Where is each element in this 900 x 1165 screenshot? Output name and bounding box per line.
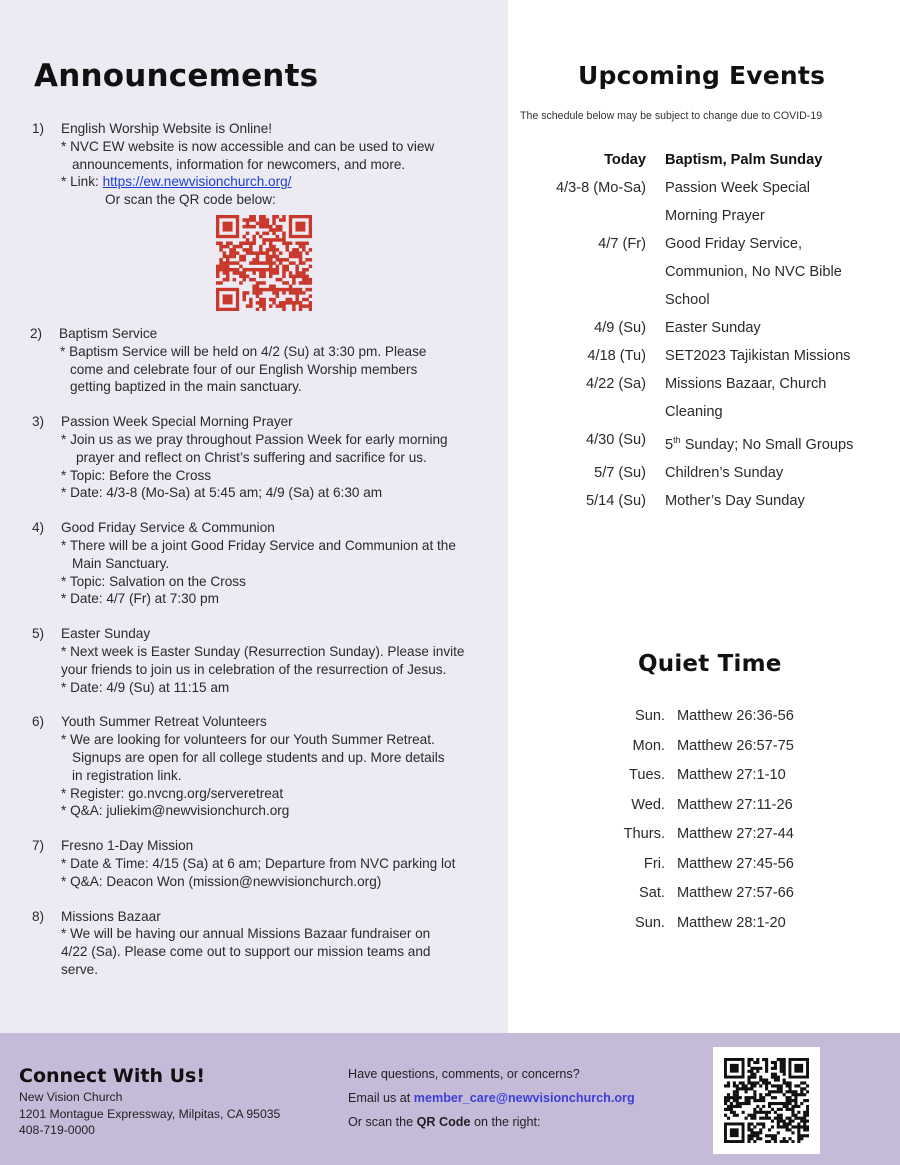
item-line: * Baptism Service will be held on 4/2 (Su) at 3:30 pm. Please xyxy=(60,343,427,359)
item-line: * We will be having our annual Missions Bazaar fundraiser on xyxy=(61,926,431,942)
event-row xyxy=(520,146,892,174)
event-row xyxy=(520,174,892,230)
item-line: 4/22 (Sa). Please come out to support our mission teams and xyxy=(61,944,431,960)
scan-suffix: on the right: xyxy=(470,1115,541,1129)
event-row xyxy=(520,314,892,342)
quiet-time-title: Quiet Time xyxy=(638,651,782,677)
announcement-item-5 xyxy=(32,625,504,696)
qr-finder-pattern xyxy=(290,217,310,237)
item-line: * Q&A: juliekim@newvisionchurch.org xyxy=(61,803,290,819)
events-table xyxy=(520,146,892,515)
item-line: * Q&A: Deacon Won (mission@newvisionchurch.org) xyxy=(61,873,382,889)
email-line xyxy=(348,1086,635,1110)
item-line: * Topic: Salvation on the Cross xyxy=(61,573,246,589)
questions-text: Have questions, comments, or concerns? xyxy=(348,1067,580,1081)
item-line: * Date: 4/7 (Fr) at 7:30 pm xyxy=(61,591,219,607)
item-line: * Join us as we pray throughout Passion Week for early morning xyxy=(61,431,448,447)
qt-day: Mon. xyxy=(632,737,665,754)
item-line: getting baptized in the main sanctuary. xyxy=(70,379,302,395)
qt-day: Wed. xyxy=(631,796,665,813)
qt-day: Fri. xyxy=(643,855,665,872)
item-heading: Fresno 1-Day Mission xyxy=(61,838,194,854)
item-heading: Good Friday Service & Communion xyxy=(61,520,275,536)
announcement-item-8 xyxy=(32,908,504,979)
event-name-rest: Sunday; No Small Groups xyxy=(680,436,854,453)
qt-reading: Matthew 26:36-56 xyxy=(677,708,794,724)
item-line: * Next week is Easter Sunday (Resurrection Sunday). Please invite xyxy=(61,643,465,659)
item-number: 3) xyxy=(32,414,45,430)
event-name xyxy=(665,426,892,459)
item-line: serve. xyxy=(61,961,99,977)
announcement-item-4 xyxy=(32,519,504,608)
qt-day: Sat. xyxy=(639,885,665,901)
item-heading: Baptism Service xyxy=(59,325,158,341)
item-line: * Date: 4/9 (Su) at 11:15 am xyxy=(61,679,230,695)
item-line: * We are looking for volunteers for our Youth Summer Retreat. xyxy=(61,732,435,748)
event-date: 4/3-8 (Mo-Sa) xyxy=(555,180,646,196)
item-line: * There will be a joint Good Friday Service and Communion at the xyxy=(61,537,456,553)
item-heading: Easter Sunday xyxy=(61,626,151,642)
qt-reading: Matthew 27:11-26 xyxy=(677,796,793,813)
event-row xyxy=(520,426,892,459)
item-heading: English Worship Website is Online! xyxy=(61,121,273,136)
item-link-line xyxy=(61,173,504,191)
qr-finder-pattern xyxy=(218,217,238,237)
event-date: Today xyxy=(604,152,646,168)
event-row xyxy=(520,342,892,370)
announcements-list xyxy=(32,120,504,979)
announcement-item-6 xyxy=(32,713,504,820)
item-line: Or scan the QR code below: xyxy=(105,192,276,208)
event-name: Baptism, Palm Sunday xyxy=(665,152,823,168)
church-phone: 408-719-0000 xyxy=(19,1123,95,1137)
scan-prefix: Or scan the xyxy=(348,1115,417,1129)
qt-day: Sun. xyxy=(634,708,665,724)
item-heading: Passion Week Special Morning Prayer xyxy=(61,414,293,430)
event-row xyxy=(520,230,892,314)
qr-finder-pattern xyxy=(218,289,238,309)
event-row xyxy=(520,370,892,426)
upcoming-events-title: Upcoming Events xyxy=(578,61,826,90)
item-line: * Topic: Before the Cross xyxy=(61,467,212,483)
qt-reading: Matthew 27:1-10 xyxy=(677,767,786,783)
item-line: your friends to join us in celebration of the resurrection of Jesus. xyxy=(61,661,447,677)
qr-finder-pattern xyxy=(725,1124,743,1142)
item-number: 6) xyxy=(32,714,45,730)
ordinal-suffix: th xyxy=(673,435,681,445)
item-line: * Date: 4/3-8 (Mo-Sa) at 5:45 am; 4/9 (Sa) at 6:30 am xyxy=(61,485,383,501)
item-line: come and celebrate four of our English Worship members xyxy=(70,361,418,377)
website-qr-code[interactable] xyxy=(216,215,312,311)
qt-day: Sun. xyxy=(634,914,665,931)
qt-reading: Matthew 27:27-44 xyxy=(677,826,794,842)
link-prefix: * Link: xyxy=(61,174,103,190)
item-line: * Date & Time: 4/15 (Sa) at 6 am; Departure from NVC parking lot xyxy=(61,855,456,871)
scan-line xyxy=(348,1110,635,1134)
qt-reading: Matthew 28:1-20 xyxy=(677,914,786,931)
quiet-time-row xyxy=(610,791,794,821)
item-number: 4) xyxy=(32,520,45,536)
event-date: 4/7 (Fr) xyxy=(598,236,646,252)
quiet-time-row xyxy=(610,909,794,939)
quiet-time-row xyxy=(610,820,794,850)
event-name: Easter Sunday xyxy=(665,320,761,336)
event-name: Children’s Sunday xyxy=(665,464,784,481)
qt-reading: Matthew 27:45-56 xyxy=(677,855,794,872)
quiet-time-row xyxy=(610,850,794,880)
event-name: SET2023 Tajikistan Missions xyxy=(665,348,851,364)
item-line: Main Sanctuary. xyxy=(72,555,170,571)
event-name: Missions Bazaar, Church Cleaning xyxy=(665,376,827,420)
announcement-item-1 xyxy=(32,120,504,311)
item-line: * Register: go.nvcng.org/serveretreat xyxy=(61,785,284,801)
event-date: 5/14 (Su) xyxy=(585,492,646,509)
item-number: 8) xyxy=(32,908,45,924)
event-date: 4/18 (Tu) xyxy=(587,348,646,364)
scan-bold: QR Code xyxy=(416,1115,471,1129)
church-contact-info xyxy=(19,1089,280,1139)
church-address: 1201 Montague Expressway, Milpitas, CA 95035 xyxy=(19,1106,281,1121)
quiet-time-table xyxy=(610,702,794,938)
event-date: 4/30 (Su) xyxy=(585,432,646,448)
email-link[interactable]: member_care@newvisionchurch.org xyxy=(413,1091,635,1105)
event-date: 4/22 (Sa) xyxy=(585,376,646,392)
ordinal-number: 5 xyxy=(665,436,674,453)
event-row xyxy=(520,487,892,515)
covid-schedule-note: The schedule below may be subject to change due to COVID-19 xyxy=(520,110,823,122)
item-number: 5) xyxy=(32,626,45,642)
qr-finder-pattern xyxy=(725,1059,743,1077)
announcement-item-7 xyxy=(32,837,504,890)
qt-reading: Matthew 26:57-75 xyxy=(677,737,794,754)
quiet-time-row xyxy=(610,761,794,791)
item-number: 1) xyxy=(32,121,45,136)
connect-title: Connect With Us! xyxy=(19,1065,205,1087)
item-number: 7) xyxy=(32,838,45,854)
qr-finder-pattern xyxy=(790,1059,808,1077)
item-line: Signups are open for all college students and up. More details xyxy=(72,749,445,765)
item-line: * NVC EW website is now accessible and can be used to view xyxy=(61,138,435,154)
quiet-time-row xyxy=(610,702,794,732)
email-prefix: Email us at xyxy=(348,1091,414,1105)
qt-day: Tues. xyxy=(629,767,665,783)
announcement-item-2 xyxy=(30,325,504,396)
event-name: Passion Week Special Morning Prayer xyxy=(665,180,810,224)
item-heading: Youth Summer Retreat Volunteers xyxy=(61,714,267,730)
quiet-time-row xyxy=(610,732,794,762)
event-row xyxy=(520,459,892,487)
event-name: Mother’s Day Sunday xyxy=(665,492,805,509)
item-line: announcements, information for newcomers, and more. xyxy=(72,156,406,172)
member-care-qr-code[interactable] xyxy=(713,1047,820,1154)
event-name: Good Friday Service, Communion, No NVC Bible School xyxy=(665,236,842,308)
church-name: New Vision Church xyxy=(19,1090,123,1104)
item-heading: Missions Bazaar xyxy=(61,908,161,924)
item-number: 2) xyxy=(30,325,43,341)
website-link[interactable]: https://ew.newvisionchurch.org/ xyxy=(102,174,292,190)
announcement-item-3 xyxy=(32,413,504,502)
qt-day: Thurs. xyxy=(623,826,665,842)
quiet-time-row xyxy=(610,879,794,909)
event-date: 4/9 (Su) xyxy=(594,320,646,336)
qt-reading: Matthew 27:57-66 xyxy=(677,885,794,901)
item-line: in registration link. xyxy=(72,767,182,783)
item-line: prayer and reflect on Christ’s suffering and sacrifice for us. xyxy=(76,449,427,465)
event-date: 5/7 (Su) xyxy=(594,464,646,481)
contact-prompt xyxy=(348,1062,635,1134)
announcements-title: Announcements xyxy=(34,58,319,94)
